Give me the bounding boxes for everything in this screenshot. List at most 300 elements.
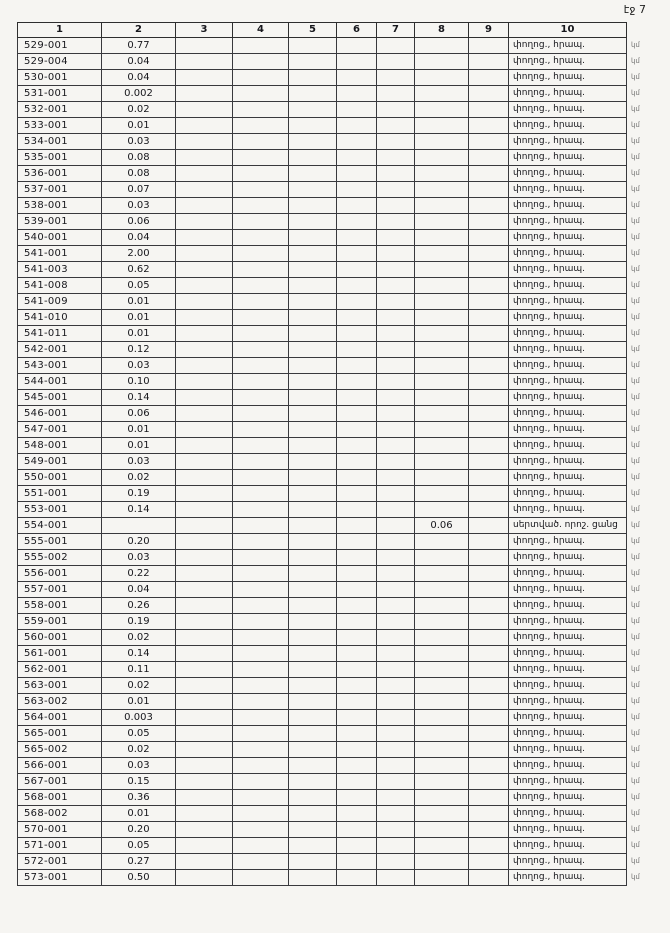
cell-6 (337, 566, 377, 582)
note-cell: փողոց., հրապ. (509, 166, 627, 182)
cell-7 (377, 470, 415, 486)
value-cell: 0.11 (102, 662, 176, 678)
cell-5 (289, 486, 337, 502)
table-row (18, 710, 645, 726)
cell-6 (337, 70, 377, 86)
cell-7 (377, 870, 415, 886)
value-cell: 0.03 (102, 550, 176, 566)
cell-9 (469, 822, 509, 838)
cell-9 (469, 726, 509, 742)
cell-5 (289, 822, 337, 838)
cell-3 (176, 342, 233, 358)
code-cell: 541-001 (18, 246, 102, 262)
cell-8 (415, 246, 469, 262)
table-row (18, 134, 645, 150)
note-cell: փողոց., հրապ. (509, 870, 627, 886)
table-row (18, 662, 645, 678)
margin-mark: կմ (631, 425, 640, 433)
note-cell: փողոց., հրապ. (509, 614, 627, 630)
cell-5 (289, 742, 337, 758)
table-row (18, 806, 645, 822)
cell-4 (233, 710, 289, 726)
table-row (18, 566, 645, 582)
table-row (18, 86, 645, 102)
cell-8 (415, 822, 469, 838)
table-row (18, 342, 645, 358)
cell-7 (377, 406, 415, 422)
cell-4 (233, 518, 289, 534)
code-cell: 570-001 (18, 822, 102, 838)
cell-7 (377, 854, 415, 870)
cell-6 (337, 486, 377, 502)
cell-3 (176, 294, 233, 310)
cell-8 (415, 38, 469, 54)
cell-5 (289, 294, 337, 310)
cell-9 (469, 198, 509, 214)
note-cell: փողոց., հրապ. (509, 726, 627, 742)
value-cell: 0.02 (102, 102, 176, 118)
cell-4 (233, 598, 289, 614)
cell-3 (176, 102, 233, 118)
note-cell: փողոց., հրապ. (509, 646, 627, 662)
cell-9 (469, 566, 509, 582)
cell-8 (415, 806, 469, 822)
cell-8 (415, 102, 469, 118)
code-cell: 530-001 (18, 70, 102, 86)
cell-5 (289, 134, 337, 150)
value-cell (102, 518, 176, 534)
margin-mark: կմ (631, 633, 640, 641)
margin-mark: կմ (631, 505, 640, 513)
cell-6 (337, 246, 377, 262)
value-cell: 0.20 (102, 534, 176, 550)
cell-4 (233, 86, 289, 102)
cell-7 (377, 166, 415, 182)
code-cell: 539-001 (18, 214, 102, 230)
cell-9 (469, 790, 509, 806)
cell-3 (176, 662, 233, 678)
value-cell: 0.06 (102, 214, 176, 230)
cell-6 (337, 710, 377, 726)
cell-3 (176, 518, 233, 534)
cell-8 (415, 582, 469, 598)
cell-9 (469, 150, 509, 166)
table-row (18, 550, 645, 566)
table-row (18, 694, 645, 710)
code-cell: 555-002 (18, 550, 102, 566)
table-row (18, 246, 645, 262)
cell-8 (415, 86, 469, 102)
code-cell: 549-001 (18, 454, 102, 470)
cell-7 (377, 710, 415, 726)
margin-mark: կմ (631, 745, 640, 753)
table-row (18, 230, 645, 246)
table-row (18, 454, 645, 470)
cell-4 (233, 358, 289, 374)
value-cell: 0.01 (102, 294, 176, 310)
cell-8 (415, 630, 469, 646)
value-cell: 0.02 (102, 630, 176, 646)
cell-6 (337, 182, 377, 198)
cell-5 (289, 390, 337, 406)
column-header-9: 9 (469, 23, 509, 38)
margin-mark: կմ (631, 345, 640, 353)
cell-5 (289, 118, 337, 134)
cell-4 (233, 166, 289, 182)
cell-3 (176, 822, 233, 838)
cell-4 (233, 662, 289, 678)
table-row (18, 374, 645, 390)
cell-6 (337, 454, 377, 470)
cell-8 (415, 502, 469, 518)
cell-5 (289, 710, 337, 726)
code-cell: 541-011 (18, 326, 102, 342)
value-cell: 0.14 (102, 390, 176, 406)
value-cell: 0.05 (102, 726, 176, 742)
margin-mark: կմ (631, 649, 640, 657)
cell-4 (233, 422, 289, 438)
table-row (18, 102, 645, 118)
cell-8: 0.06 (415, 518, 469, 534)
note-cell: փողոց., հրապ. (509, 134, 627, 150)
cell-5 (289, 342, 337, 358)
value-cell: 0.02 (102, 470, 176, 486)
value-cell: 0.08 (102, 150, 176, 166)
code-cell: 559-001 (18, 614, 102, 630)
cell-9 (469, 614, 509, 630)
cell-7 (377, 550, 415, 566)
cell-5 (289, 198, 337, 214)
note-cell: փողոց., հրապ. (509, 38, 627, 54)
cell-3 (176, 758, 233, 774)
margin-mark: կմ (631, 169, 640, 177)
cell-9 (469, 134, 509, 150)
margin-mark: կմ (631, 361, 640, 369)
cell-6 (337, 150, 377, 166)
table-row (18, 774, 645, 790)
note-cell: փողոց., հրապ. (509, 342, 627, 358)
data-table (17, 22, 645, 886)
cell-7 (377, 438, 415, 454)
margin-mark: կմ (631, 409, 640, 417)
code-cell: 540-001 (18, 230, 102, 246)
cell-6 (337, 134, 377, 150)
table-row (18, 214, 645, 230)
margin-mark: կմ (631, 793, 640, 801)
cell-4 (233, 246, 289, 262)
table-row (18, 630, 645, 646)
table-row (18, 438, 645, 454)
table-row (18, 598, 645, 614)
cell-5 (289, 422, 337, 438)
cell-8 (415, 742, 469, 758)
cell-8 (415, 694, 469, 710)
cell-3 (176, 182, 233, 198)
cell-7 (377, 454, 415, 470)
cell-5 (289, 54, 337, 70)
table-row (18, 70, 645, 86)
cell-4 (233, 790, 289, 806)
cell-7 (377, 646, 415, 662)
cell-5 (289, 438, 337, 454)
code-cell: 529-004 (18, 54, 102, 70)
value-cell: 0.20 (102, 822, 176, 838)
cell-7 (377, 822, 415, 838)
cell-5 (289, 678, 337, 694)
cell-3 (176, 838, 233, 854)
cell-3 (176, 582, 233, 598)
column-header-10: 10 (509, 23, 627, 38)
cell-9 (469, 390, 509, 406)
cell-6 (337, 38, 377, 54)
cell-5 (289, 774, 337, 790)
margin-mark: կմ (631, 185, 640, 193)
cell-8 (415, 230, 469, 246)
table-row (18, 310, 645, 326)
cell-6 (337, 310, 377, 326)
cell-4 (233, 454, 289, 470)
cell-8 (415, 454, 469, 470)
cell-7 (377, 374, 415, 390)
cell-3 (176, 726, 233, 742)
note-cell: փողոց., հրապ. (509, 182, 627, 198)
cell-6 (337, 278, 377, 294)
cell-9 (469, 838, 509, 854)
cell-4 (233, 198, 289, 214)
note-cell: փողոց., հրապ. (509, 598, 627, 614)
cell-7 (377, 182, 415, 198)
cell-3 (176, 694, 233, 710)
cell-4 (233, 870, 289, 886)
cell-9 (469, 582, 509, 598)
cell-7 (377, 678, 415, 694)
code-cell: 538-001 (18, 198, 102, 214)
cell-9 (469, 470, 509, 486)
cell-5 (289, 374, 337, 390)
table-row (18, 470, 645, 486)
cell-8 (415, 166, 469, 182)
note-cell: փողոց., հրապ. (509, 838, 627, 854)
cell-5 (289, 806, 337, 822)
cell-7 (377, 662, 415, 678)
margin-mark: կմ (631, 601, 640, 609)
cell-7 (377, 758, 415, 774)
note-cell: փողոց., հրապ. (509, 374, 627, 390)
cell-7 (377, 198, 415, 214)
margin-mark: կմ (631, 137, 640, 145)
cell-8 (415, 134, 469, 150)
value-cell: 0.01 (102, 118, 176, 134)
cell-4 (233, 822, 289, 838)
note-cell: փողոց., հրապ. (509, 742, 627, 758)
cell-7 (377, 390, 415, 406)
code-cell: 571-001 (18, 838, 102, 854)
code-cell: 541-003 (18, 262, 102, 278)
cell-5 (289, 518, 337, 534)
value-cell: 2.00 (102, 246, 176, 262)
value-cell: 0.04 (102, 230, 176, 246)
cell-8 (415, 374, 469, 390)
code-cell: 563-001 (18, 678, 102, 694)
note-cell: փողոց., հրապ. (509, 806, 627, 822)
cell-5 (289, 166, 337, 182)
note-cell: փողոց., հրապ. (509, 758, 627, 774)
note-cell: փողոց., հրապ. (509, 246, 627, 262)
cell-3 (176, 438, 233, 454)
cell-3 (176, 358, 233, 374)
cell-7 (377, 150, 415, 166)
code-cell: 546-001 (18, 406, 102, 422)
cell-8 (415, 214, 469, 230)
margin-mark: կմ (631, 313, 640, 321)
cell-4 (233, 630, 289, 646)
cell-8 (415, 662, 469, 678)
cell-7 (377, 358, 415, 374)
cell-7 (377, 38, 415, 54)
cell-4 (233, 470, 289, 486)
cell-3 (176, 646, 233, 662)
cell-8 (415, 278, 469, 294)
table-row (18, 854, 645, 870)
margin-mark: կմ (631, 777, 640, 785)
cell-9 (469, 86, 509, 102)
cell-9 (469, 806, 509, 822)
cell-9 (469, 358, 509, 374)
cell-6 (337, 630, 377, 646)
value-cell: 0.01 (102, 310, 176, 326)
cell-3 (176, 390, 233, 406)
cell-9 (469, 38, 509, 54)
value-cell: 0.15 (102, 774, 176, 790)
cell-7 (377, 518, 415, 534)
cell-9 (469, 406, 509, 422)
code-cell: 568-001 (18, 790, 102, 806)
cell-4 (233, 230, 289, 246)
value-cell: 0.02 (102, 678, 176, 694)
value-cell: 0.06 (102, 406, 176, 422)
table-row (18, 502, 645, 518)
cell-8 (415, 598, 469, 614)
cell-8 (415, 326, 469, 342)
cell-9 (469, 774, 509, 790)
code-cell: 533-001 (18, 118, 102, 134)
cell-7 (377, 614, 415, 630)
cell-8 (415, 726, 469, 742)
table-row (18, 822, 645, 838)
cell-7 (377, 566, 415, 582)
column-header-8: 8 (415, 23, 469, 38)
code-cell: 555-001 (18, 534, 102, 550)
cell-5 (289, 870, 337, 886)
cell-5 (289, 38, 337, 54)
cell-5 (289, 454, 337, 470)
code-cell: 561-001 (18, 646, 102, 662)
cell-4 (233, 390, 289, 406)
cell-4 (233, 582, 289, 598)
cell-7 (377, 486, 415, 502)
cell-9 (469, 438, 509, 454)
cell-6 (337, 502, 377, 518)
cell-8 (415, 870, 469, 886)
cell-9 (469, 662, 509, 678)
cell-9 (469, 598, 509, 614)
table-row (18, 422, 645, 438)
cell-3 (176, 326, 233, 342)
cell-5 (289, 86, 337, 102)
cell-5 (289, 406, 337, 422)
cell-9 (469, 518, 509, 534)
code-cell: 556-001 (18, 566, 102, 582)
value-cell: 0.002 (102, 86, 176, 102)
cell-3 (176, 470, 233, 486)
table-row (18, 198, 645, 214)
code-cell: 560-001 (18, 630, 102, 646)
cell-5 (289, 182, 337, 198)
cell-6 (337, 294, 377, 310)
cell-5 (289, 502, 337, 518)
cell-6 (337, 806, 377, 822)
note-cell: փողոց., հրապ. (509, 214, 627, 230)
margin-mark: կմ (631, 73, 640, 81)
margin-mark: կմ (631, 57, 640, 65)
column-header-5: 5 (289, 23, 337, 38)
cell-6 (337, 870, 377, 886)
cell-4 (233, 406, 289, 422)
margin-mark: կմ (631, 841, 640, 849)
cell-4 (233, 838, 289, 854)
cell-5 (289, 246, 337, 262)
cell-8 (415, 70, 469, 86)
margin-mark: կմ (631, 585, 640, 593)
cell-9 (469, 870, 509, 886)
cell-7 (377, 86, 415, 102)
cell-4 (233, 214, 289, 230)
value-cell: 0.01 (102, 806, 176, 822)
cell-6 (337, 534, 377, 550)
cell-8 (415, 118, 469, 134)
cell-6 (337, 230, 377, 246)
cell-4 (233, 102, 289, 118)
value-cell: 0.14 (102, 646, 176, 662)
table-row (18, 54, 645, 70)
value-cell: 0.12 (102, 342, 176, 358)
margin-mark: կմ (631, 233, 640, 241)
note-cell: սերտված. որոշ. ցանց (509, 518, 627, 534)
cell-3 (176, 310, 233, 326)
cell-8 (415, 790, 469, 806)
cell-7 (377, 310, 415, 326)
note-cell: փողոց., հրապ. (509, 70, 627, 86)
table-row (18, 182, 645, 198)
code-cell: 545-001 (18, 390, 102, 406)
cell-5 (289, 214, 337, 230)
cell-4 (233, 310, 289, 326)
cell-8 (415, 150, 469, 166)
cell-3 (176, 246, 233, 262)
cell-6 (337, 758, 377, 774)
cell-3 (176, 854, 233, 870)
value-cell: 0.19 (102, 614, 176, 630)
note-cell: փողոց., հրապ. (509, 278, 627, 294)
cell-9 (469, 758, 509, 774)
cell-9 (469, 374, 509, 390)
cell-6 (337, 470, 377, 486)
cell-5 (289, 70, 337, 86)
cell-7 (377, 598, 415, 614)
cell-5 (289, 278, 337, 294)
note-cell: փողոց., հրապ. (509, 118, 627, 134)
value-cell: 0.01 (102, 422, 176, 438)
